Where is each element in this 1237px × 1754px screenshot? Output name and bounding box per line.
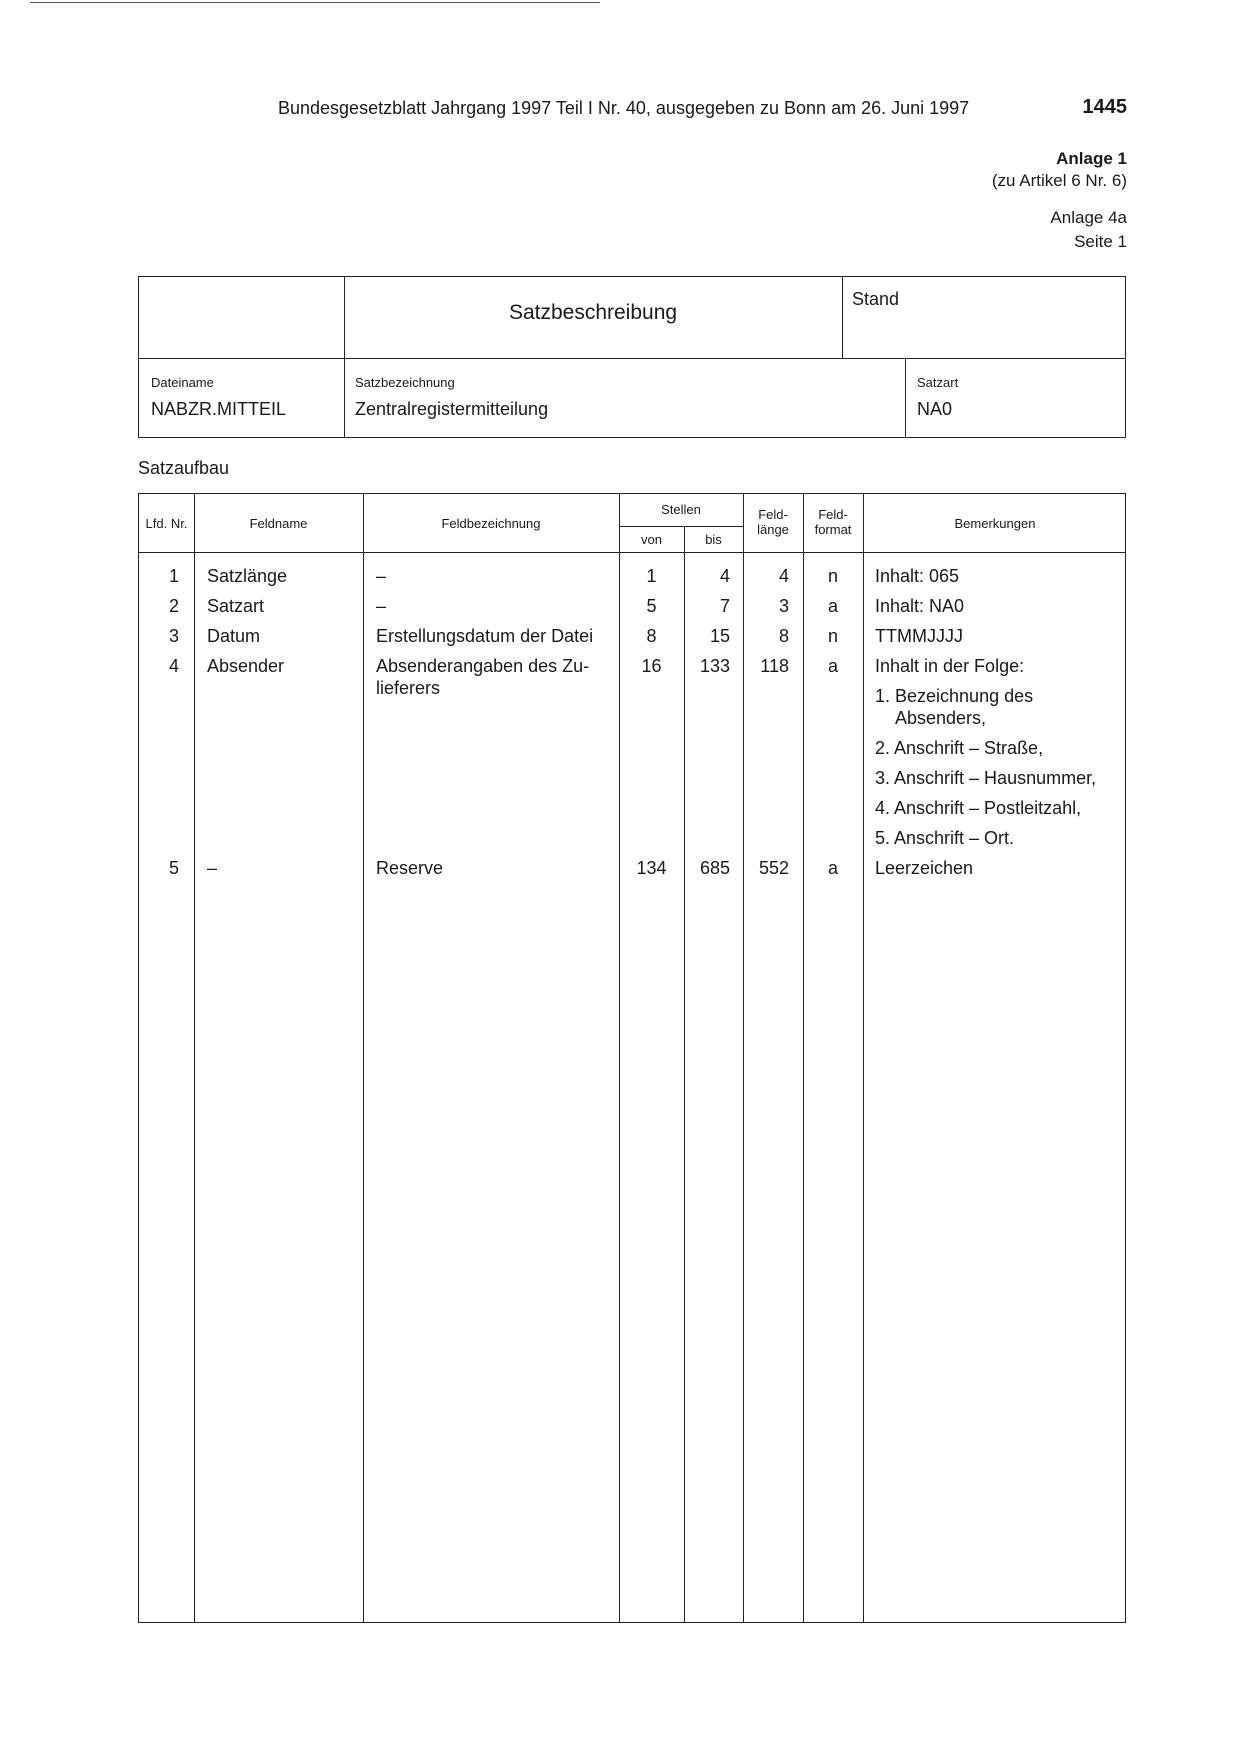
row5-laenge: 552 bbox=[758, 858, 789, 878]
header-title: Satzbeschreibung bbox=[508, 301, 678, 324]
col-stellen: Stellen bbox=[661, 502, 701, 517]
running-head: Bundesgesetzblatt Jahrgang 1997 Teil I Nr. 40, ausgegeben zu Bonn am 26. Juni 1997 bbox=[278, 98, 970, 118]
col-bemerkungen: Bemerkungen bbox=[954, 516, 1036, 531]
row4-feldname: Absender bbox=[207, 656, 285, 676]
row4-item-1b: Absenders, bbox=[895, 708, 987, 728]
row4-item-1a: 1. Bezeichnung des bbox=[875, 686, 1034, 706]
row3-nr: 3 bbox=[168, 626, 179, 646]
row4-format: a bbox=[827, 656, 838, 676]
col-von: von bbox=[641, 532, 662, 547]
anlage-sub: Anlage 4a bbox=[1050, 208, 1127, 227]
row2-feldname: Satzart bbox=[207, 596, 265, 616]
row3-von: 8 bbox=[646, 626, 657, 646]
row4-von: 16 bbox=[641, 656, 662, 676]
row2-format: a bbox=[827, 596, 838, 616]
anlage-block bbox=[992, 148, 1127, 192]
anlage-reference: (zu Artikel 6 Nr. 6) bbox=[991, 171, 1127, 190]
row3-feldname: Datum bbox=[207, 626, 261, 646]
col-feldformat-line2: format bbox=[814, 522, 852, 537]
col-feldlaenge bbox=[743, 507, 803, 537]
record-structure-table bbox=[138, 493, 1126, 1623]
page-number: 1445 bbox=[1082, 96, 1127, 118]
row1-feldname: Satzlänge bbox=[207, 566, 288, 586]
row3-bis: 15 bbox=[709, 626, 730, 646]
row5-nr: 5 bbox=[168, 858, 179, 878]
satzart-label: Satzart bbox=[917, 375, 959, 390]
col-feldformat bbox=[803, 507, 863, 537]
row4-item-3: 3. Anschrift – Hausnummer, bbox=[875, 768, 1097, 788]
row2-bem: Inhalt: NA0 bbox=[875, 596, 965, 616]
col-feldbezeichnung: Feldbezeichnung bbox=[441, 516, 541, 531]
seite: Seite 1 bbox=[1074, 232, 1127, 251]
row2-bis: 7 bbox=[719, 596, 730, 616]
row4-nr: 4 bbox=[168, 656, 179, 676]
row2-nr: 2 bbox=[168, 596, 179, 616]
row1-laenge: 4 bbox=[778, 566, 789, 586]
dateiname-value: NABZR.MITTEIL bbox=[151, 399, 287, 419]
satzart-value: NA0 bbox=[917, 399, 953, 419]
col-lfd-nr: Lfd. Nr. bbox=[145, 516, 188, 531]
row5-von: 134 bbox=[636, 858, 667, 878]
row1-bem: Inhalt: 065 bbox=[875, 566, 960, 586]
row1-format: n bbox=[827, 566, 838, 586]
row5-format: a bbox=[827, 858, 838, 878]
row3-bez: Erstellungsdatum der Datei bbox=[376, 626, 594, 646]
row4-item-2: 2. Anschrift – Straße, bbox=[875, 738, 1044, 758]
top-rule bbox=[30, 2, 600, 3]
col-bis: bis bbox=[705, 532, 722, 547]
row3-format: n bbox=[827, 626, 838, 646]
dateiname-label: Dateiname bbox=[151, 375, 214, 390]
row2-laenge: 3 bbox=[778, 596, 789, 616]
row5-bez: Reserve bbox=[376, 858, 444, 878]
row5-bem: Leerzeichen bbox=[875, 858, 974, 878]
anlage-title: Anlage 1 bbox=[1056, 149, 1127, 168]
section-label: Satzaufbau bbox=[138, 458, 230, 478]
row1-nr: 1 bbox=[168, 566, 179, 586]
row5-feldname: – bbox=[207, 858, 218, 878]
row4-bez-line2: lieferers bbox=[376, 678, 441, 698]
row4-item-4: 4. Anschrift – Postleitzahl, bbox=[875, 798, 1082, 818]
col-feldlaenge-line1: Feld- bbox=[758, 507, 788, 522]
row4-laenge: 118 bbox=[760, 656, 789, 676]
row4-bem: Inhalt in der Folge: bbox=[875, 656, 1025, 676]
col-feldlaenge-line2: länge bbox=[757, 522, 789, 537]
row3-laenge: 8 bbox=[778, 626, 789, 646]
row4-bis: 133 bbox=[699, 656, 730, 676]
col-feldname: Feldname bbox=[249, 516, 308, 531]
row1-bez: – bbox=[376, 566, 387, 586]
row4-bez-line1: Absenderangaben des Zu- bbox=[376, 656, 590, 676]
row4-item-5: 5. Anschrift – Ort. bbox=[875, 828, 1015, 848]
row1-von: 1 bbox=[646, 566, 657, 586]
satzbezeichnung-value: Zentralregistermitteilung bbox=[355, 399, 549, 419]
row5-bis: 685 bbox=[699, 858, 730, 878]
row2-von: 5 bbox=[646, 596, 657, 616]
row2-bez: – bbox=[376, 596, 387, 616]
record-header-box bbox=[138, 276, 1126, 438]
satzbezeichnung-label: Satzbezeichnung bbox=[355, 375, 455, 390]
row1-bis: 4 bbox=[719, 566, 730, 586]
stand-label: Stand bbox=[852, 289, 900, 309]
anlage-sub-block bbox=[1050, 206, 1127, 254]
row3-bem: TTMMJJJJ bbox=[875, 626, 963, 646]
col-feldformat-line1: Feld- bbox=[818, 507, 848, 522]
